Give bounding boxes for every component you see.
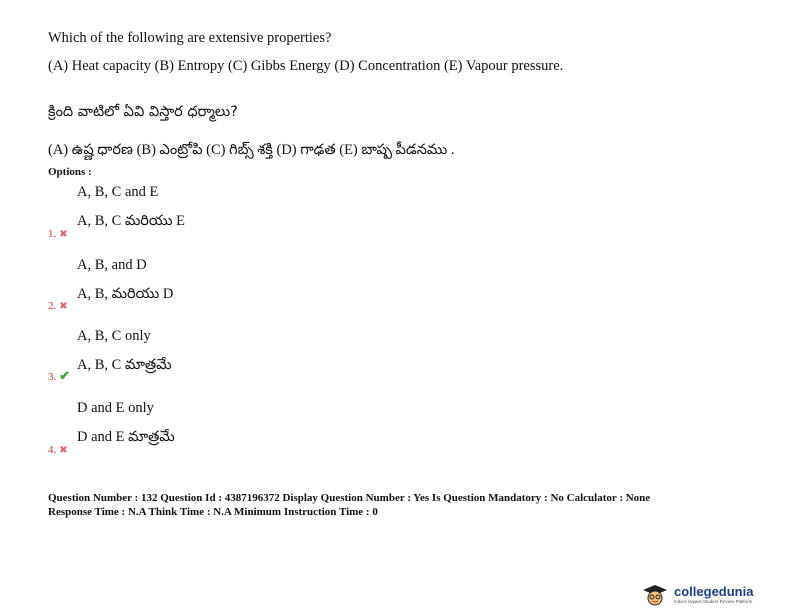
option-3-english: A, B, C only: [77, 328, 151, 344]
logo-tagline: India's largest Student Review Platform: [674, 599, 753, 604]
option-number: 1.: [48, 228, 57, 240]
option-3-telugu: A, B, C మాత్రమే: [77, 357, 172, 373]
question-meta-line-2: Response Time : N.A Think Time : N.A Minimum Instruction Time : 0: [48, 506, 378, 518]
question-text-english: Which of the following are extensive properties?: [48, 30, 332, 46]
option-3-marker: [48, 367, 70, 385]
question-options-english: (A) Heat capacity (B) Entropy (C) Gibbs Energy (D) Concentration (E) Vapour pressure.: [48, 58, 564, 74]
option-2-telugu: A, B, మరియు D: [77, 286, 174, 302]
option-2-english: A, B, and D: [77, 257, 147, 273]
cross-icon: ✖: [59, 301, 68, 312]
question-text-telugu: క్రింది వాటిలో ఏవి విస్తార ధర్మాలు?: [48, 104, 238, 120]
question-meta-line-1: Question Number : 132 Question Id : 4387196372 Display Question Number : Yes Is Question Mandatory : No Calculator : None: [48, 492, 651, 504]
option-1-marker: [48, 224, 68, 242]
options-label: Options :: [48, 166, 92, 178]
option-4-marker: [48, 440, 68, 458]
cross-icon: ✖: [59, 229, 68, 240]
question-options-telugu: (A) ఉష్ణ ధారణ (B) ఎంట్రోపి (C) గిబ్స్ శక్తి (D) గాఢత (E) బాష్ప పీడనము .: [48, 142, 455, 158]
mascot-icon: [640, 583, 670, 607]
logo-name: collegedunia: [674, 584, 754, 599]
option-2-marker: [48, 296, 68, 314]
option-4-telugu: D and E మాత్రమే: [77, 429, 175, 445]
cross-icon: ✖: [59, 445, 68, 456]
option-1-telugu: A, B, C మరియు E: [77, 213, 186, 229]
option-number: 3.: [48, 371, 57, 383]
check-icon: ✔: [59, 368, 71, 383]
collegedunia-logo: [640, 582, 753, 608]
option-4-english: D and E only: [77, 400, 154, 416]
option-1-english: A, B, C and E: [77, 184, 159, 200]
option-number: 2.: [48, 300, 57, 312]
option-number: 4.: [48, 444, 57, 456]
